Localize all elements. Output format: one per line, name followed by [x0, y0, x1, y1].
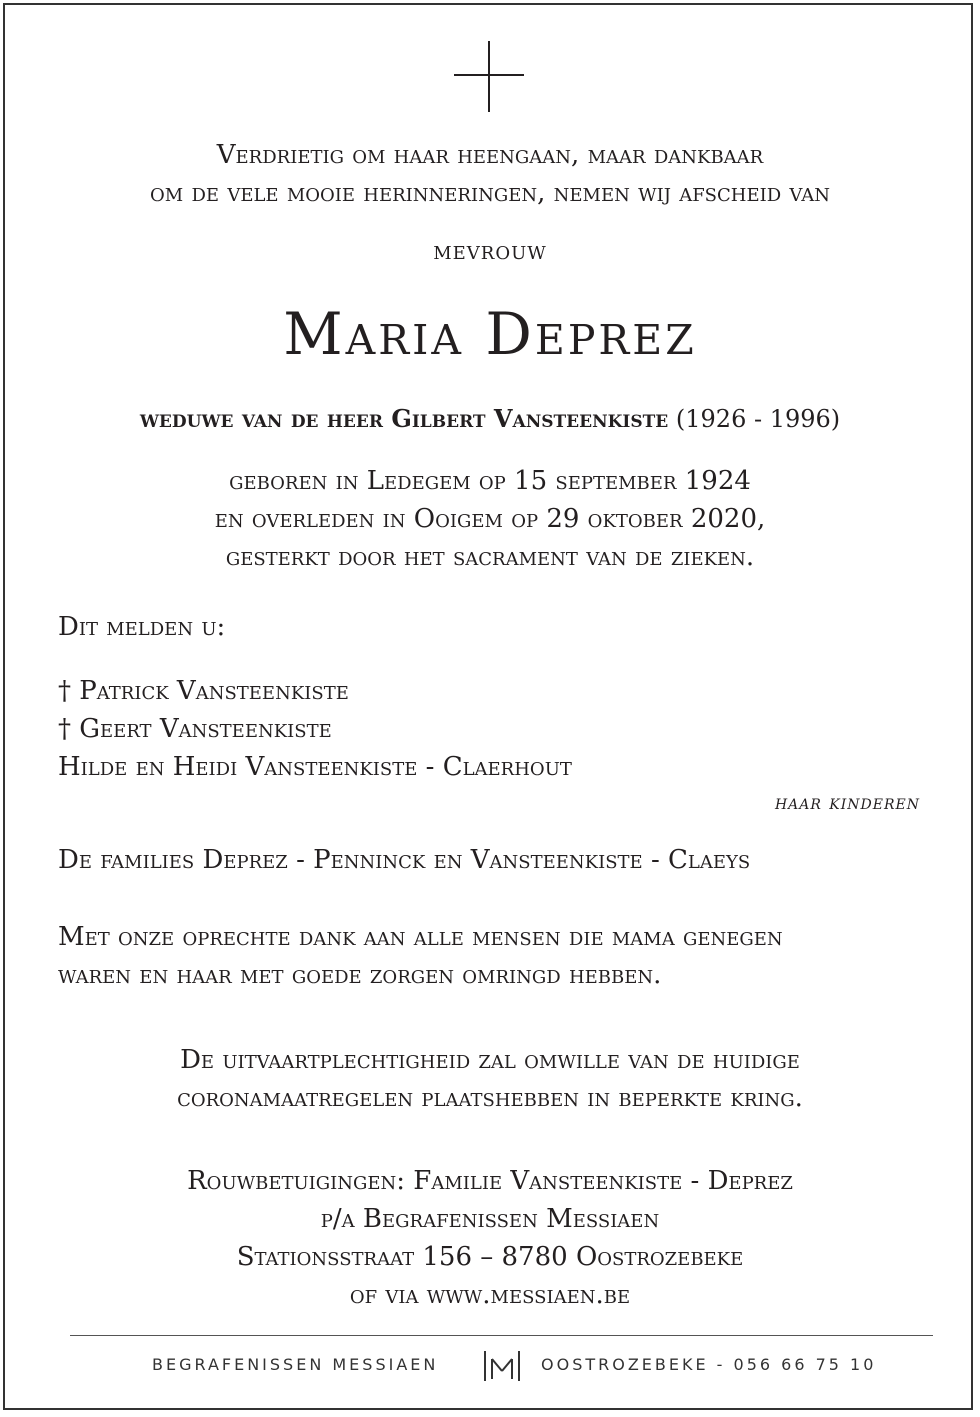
footer-contact: OOSTROZEBEKE - 056 66 75 10	[541, 1355, 877, 1374]
contact-line-2: p/a Begrafenissen Messiaen	[320, 1204, 660, 1234]
children-list	[58, 672, 572, 786]
title-mevrouw: mevrouw	[433, 236, 547, 266]
ceremony-text	[0, 1041, 980, 1117]
widow-line	[0, 404, 980, 433]
widow-years: (1926 - 1996)	[675, 405, 841, 433]
messiaen-logo-icon	[482, 1349, 522, 1383]
children-label: haar kinderen	[774, 790, 920, 814]
thanks-line-1: Met onze oprechte dank aan alle mensen die mama genegen	[58, 922, 783, 952]
contact-line-3: Stationsstraat 156 – 8780 Oostrozebeke	[236, 1242, 744, 1272]
footer-divider	[70, 1335, 933, 1336]
widow-prefix: weduwe van de heer Gilbert Vansteenkiste	[139, 404, 669, 433]
intro-line-1: Verdrietig om haar heengaan, maar dankbaar	[216, 140, 764, 170]
ceremony-line-2: coronamaatregelen plaatshebben in beperkte kring.	[177, 1083, 803, 1113]
birth-line-3: gesterkt door het sacrament van de zieken.	[225, 542, 755, 572]
child-item: † Patrick Vansteenkiste	[58, 676, 349, 706]
birth-line-2: en overleden in Ooigem op 29 oktober 2020,	[214, 504, 766, 534]
child-item: † Geert Vansteenkiste	[58, 714, 332, 744]
birth-death-text	[0, 462, 980, 576]
child-item: Hilde en Heidi Vansteenkiste - Claerhout	[58, 752, 572, 782]
footer-company: BEGRAFENISSEN MESSIAEN	[152, 1355, 439, 1374]
intro-text	[0, 136, 980, 212]
deceased-name: Maria Deprez	[283, 300, 697, 368]
birth-line-1: geboren in Ledegem op 15 september 1924	[229, 466, 751, 496]
announce-text: Dit melden u:	[58, 612, 226, 642]
contact-text	[0, 1162, 980, 1314]
families-text: De families Deprez - Penninck en Vansteenkiste - Claeys	[58, 845, 751, 875]
contact-line-4: of via www.messiaen.be	[349, 1280, 631, 1310]
contact-line-1: Rouwbetuigingen: Familie Vansteenkiste - Deprez	[187, 1166, 793, 1196]
intro-line-2: om de vele mooie herinneringen, nemen wij afscheid van	[150, 178, 830, 208]
thanks-text	[58, 918, 783, 994]
ceremony-line-1: De uitvaartplechtigheid zal omwille van de huidige	[180, 1045, 800, 1075]
thanks-line-2: waren en haar met goede zorgen omringd hebben.	[58, 960, 662, 990]
